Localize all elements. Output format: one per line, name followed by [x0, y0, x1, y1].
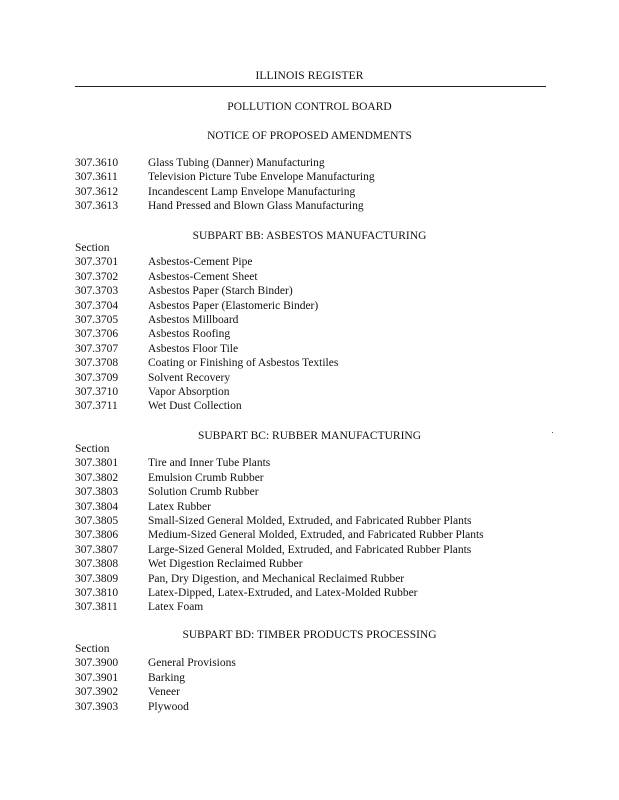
section-row: [75, 313, 555, 327]
section-description: General Provisions: [148, 657, 236, 670]
section-number: 307.3801: [75, 457, 119, 470]
notice-heading: NOTICE OF PROPOSED AMENDMENTS: [207, 130, 412, 142]
section-description: Solvent Recovery: [148, 371, 231, 384]
section-label: Section: [75, 443, 110, 455]
section-description: Small-Sized General Molded, Extruded, and Fabricated Rubber Plants: [148, 514, 472, 527]
section-number: 307.3704: [75, 299, 119, 312]
section-description: Veneer: [148, 686, 180, 699]
section-row: [75, 543, 555, 557]
subpart-bd-title: SUBPART BD: TIMBER PRODUCTS PROCESSING: [182, 629, 437, 641]
continued-section-list: [75, 156, 555, 214]
section-description: Wet Digestion Reclaimed Rubber: [148, 558, 303, 571]
section-row: [75, 342, 555, 356]
section-description: Medium-Sized General Molded, Extruded, and Fabricated Rubber Plants: [148, 529, 484, 542]
section-description: Asbestos Roofing: [148, 328, 231, 341]
register-title: ILLINOIS REGISTER: [255, 70, 364, 82]
section-description: Hand Pressed and Blown Glass Manufacturing: [148, 200, 364, 213]
section-number: 307.3807: [75, 543, 119, 556]
section-row: [75, 185, 555, 199]
section-number: 307.3901: [75, 671, 119, 684]
section-row: [75, 485, 555, 499]
section-description: Asbestos Paper (Elastomeric Binder): [148, 299, 319, 312]
section-row: [75, 500, 555, 514]
section-description: Television Picture Tube Envelope Manufacturing: [148, 171, 375, 184]
section-number: 307.3805: [75, 514, 119, 527]
section-row: [75, 385, 555, 399]
section-number: 307.3802: [75, 471, 119, 484]
section-row: [75, 456, 555, 470]
section-description: Latex-Dipped, Latex-Extruded, and Latex-Molded Rubber: [148, 586, 418, 599]
section-number: 307.3806: [75, 529, 119, 542]
section-number: 307.3702: [75, 270, 119, 283]
section-row: [75, 371, 555, 385]
section-number: 307.3701: [75, 256, 119, 269]
section-description: Asbestos Paper (Starch Binder): [148, 285, 293, 298]
scan-speck: [552, 432, 553, 433]
section-row: [75, 586, 555, 600]
section-number: 307.3611: [75, 171, 118, 184]
subpart-bc-title: SUBPART BC: RUBBER MANUFACTURING: [197, 430, 422, 442]
section-description: Incandescent Lamp Envelope Manufacturing: [148, 185, 356, 198]
section-number: 307.3804: [75, 500, 119, 513]
section-row: [75, 399, 555, 413]
section-row: [75, 270, 555, 284]
section-row: [75, 471, 555, 485]
section-row: [75, 671, 555, 685]
section-number: 307.3900: [75, 657, 119, 670]
section-row: [75, 656, 555, 670]
section-description: Coating or Finishing of Asbestos Textiles: [148, 357, 339, 370]
section-row: [75, 255, 555, 269]
section-number: 307.3811: [75, 601, 118, 614]
section-description: Vapor Absorption: [148, 385, 230, 398]
section-description: Asbestos Millboard: [148, 313, 239, 326]
section-number: 307.3612: [75, 185, 119, 198]
section-label: Section: [75, 643, 110, 655]
section-description: Glass Tubing (Danner) Manufacturing: [148, 157, 325, 169]
agency-name: POLLUTION CONTROL BOARD: [227, 101, 392, 113]
section-description: Tire and Inner Tube Plants: [148, 457, 271, 470]
section-label: Section: [75, 242, 110, 254]
section-description: Plywood: [148, 700, 189, 713]
section-number: 307.3711: [75, 400, 118, 413]
section-row: [75, 685, 555, 699]
section-number: 307.3708: [75, 357, 119, 370]
section-row: [75, 600, 555, 614]
section-number: 307.3808: [75, 558, 119, 571]
subpart-bb-title: SUBPART BB: ASBESTOS MANUFACTURING: [192, 230, 427, 242]
section-number: 307.3902: [75, 686, 119, 699]
section-row: [75, 170, 555, 184]
section-description: Asbestos-Cement Sheet: [148, 270, 258, 283]
section-number: 307.3809: [75, 572, 119, 585]
section-description: Pan, Dry Digestion, and Mechanical Reclaimed Rubber: [148, 572, 405, 585]
section-row: [75, 199, 555, 213]
section-row: [75, 514, 555, 528]
section-row: [75, 528, 555, 542]
section-description: Asbestos-Cement Pipe: [148, 256, 253, 269]
section-number: 307.3705: [75, 313, 119, 326]
section-description: Latex Rubber: [148, 500, 211, 513]
section-description: Wet Dust Collection: [148, 400, 242, 413]
section-description: Solution Crumb Rubber: [148, 486, 259, 499]
section-number: 307.3709: [75, 371, 119, 384]
section-description: Large-Sized General Molded, Extruded, and Fabricated Rubber Plants: [148, 543, 472, 556]
section-row: [75, 572, 555, 586]
section-number: 307.3706: [75, 328, 119, 341]
section-number: 307.3703: [75, 285, 119, 298]
subpart-bd-section-list: [75, 642, 555, 714]
section-description: Latex Foam: [148, 601, 204, 614]
section-description: Barking: [148, 671, 186, 684]
subpart-bb-section-list: [75, 241, 555, 414]
section-number: 307.3810: [75, 586, 119, 599]
section-row: [75, 284, 555, 298]
section-row: [75, 327, 555, 341]
section-description: Asbestos Floor Tile: [148, 342, 239, 355]
section-number: 307.3707: [75, 342, 119, 355]
section-row: [75, 356, 555, 370]
section-description: Emulsion Crumb Rubber: [148, 471, 264, 484]
subpart-bc-section-list: [75, 442, 555, 615]
section-row: [75, 299, 555, 313]
section-number: 307.3610: [75, 157, 119, 169]
section-number: 307.3803: [75, 486, 119, 499]
section-row: [75, 700, 555, 714]
section-number: 307.3903: [75, 700, 119, 713]
header-rule: [75, 86, 546, 87]
section-row: [75, 557, 555, 571]
section-row: [75, 156, 555, 170]
section-number: 307.3710: [75, 385, 119, 398]
section-number: 307.3613: [75, 200, 119, 213]
